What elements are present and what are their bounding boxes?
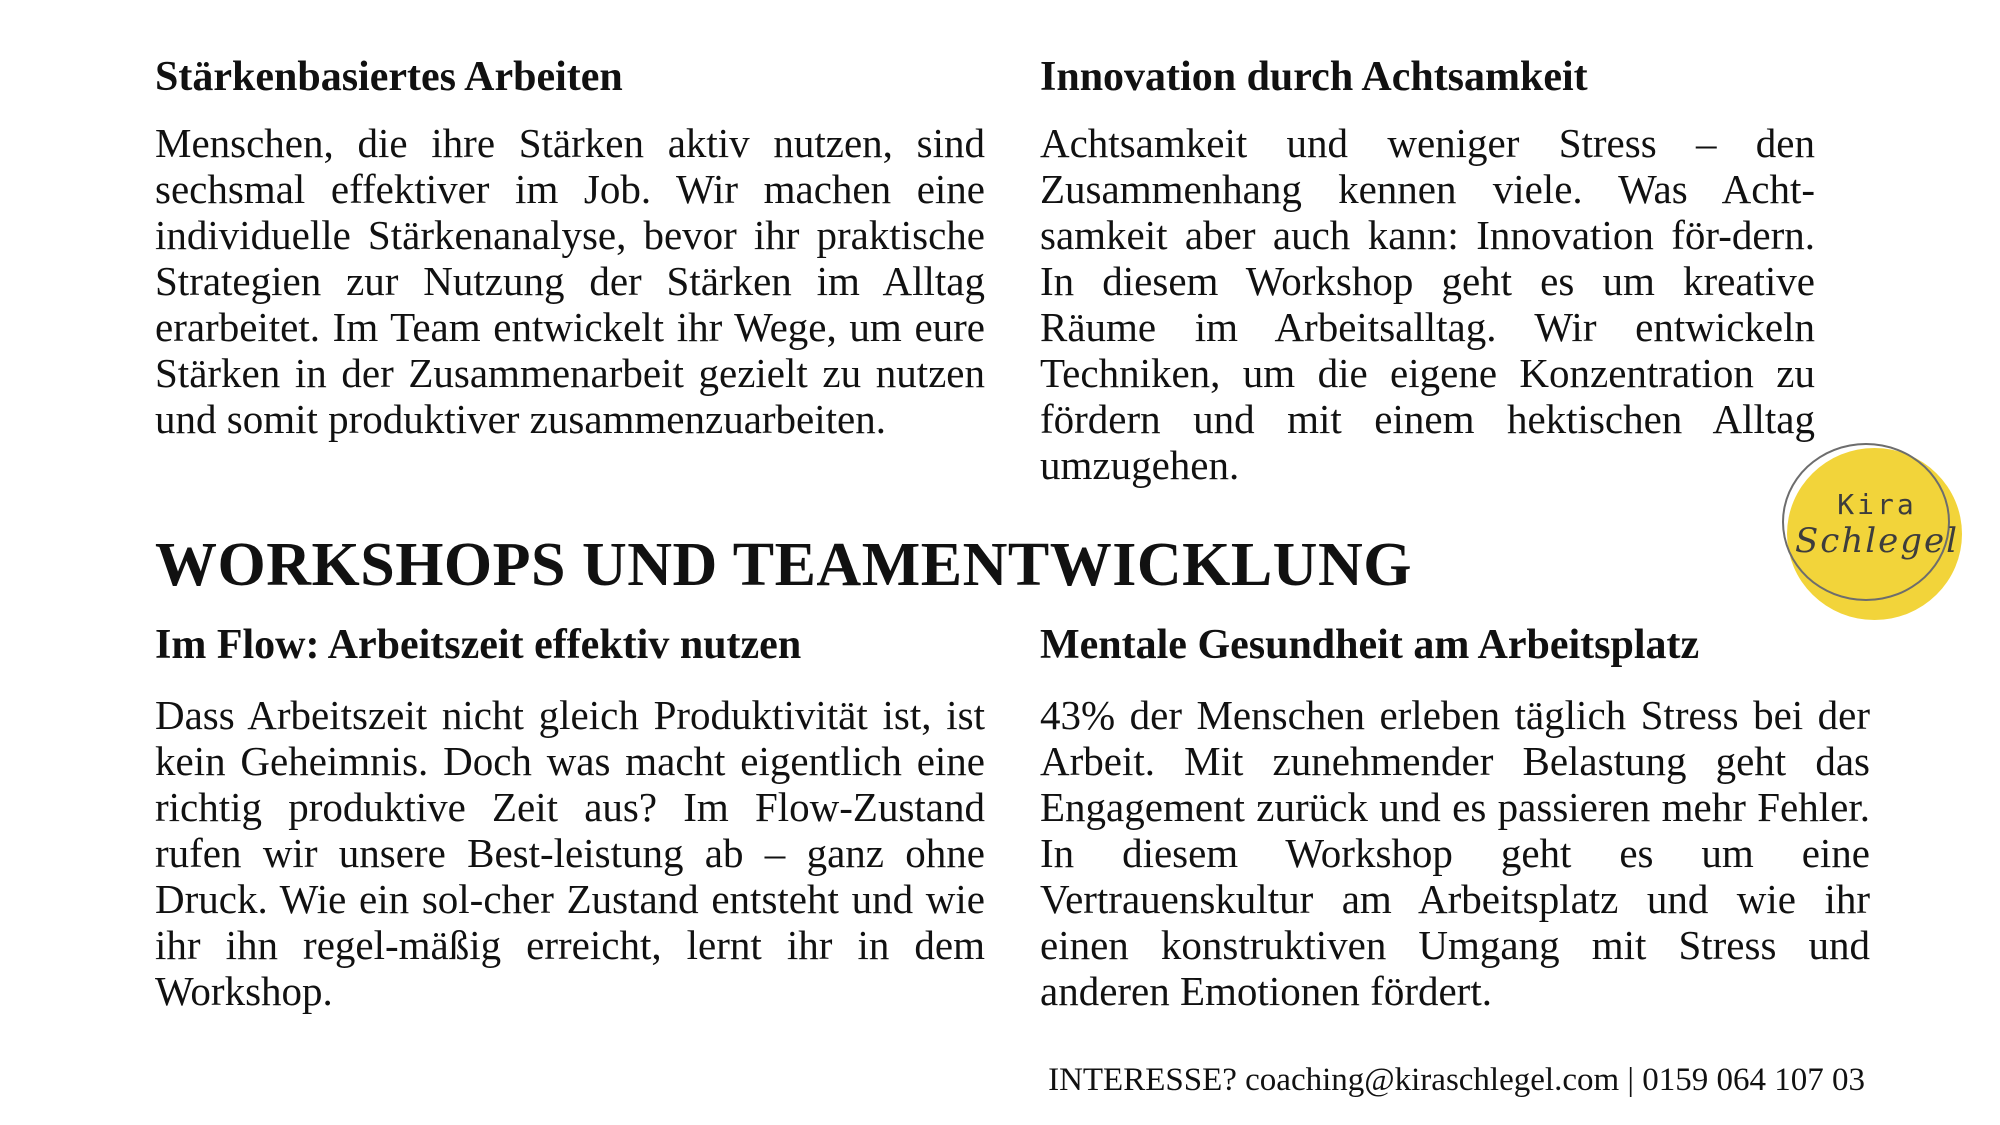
section-heading: WORKSHOPS UND TEAMENTWICKLUNG xyxy=(155,531,1412,599)
kira-schlegel-logo xyxy=(1782,443,1972,623)
workshop-block-mentale-gesundheit xyxy=(1040,620,1870,1014)
workshop-title: Mentale Gesundheit am Arbeitsplatz xyxy=(1040,622,1700,668)
workshop-description: Dass Arbeitszeit nicht gleich Produktivität ist, ist kein Geheimnis. Doch was macht eigentlich eine richtig produktive Zeit aus? Im Flow-Zustand rufen wir unsere Best-leistung ab – ganz ohne Druck. Wie ein sol-cher Zustand entsteht und wie ihr ihn regel-mäßig erreicht, lernt ihr in dem Workshop. xyxy=(155,692,985,1014)
workshop-description: Achtsamkeit und weniger Stress – den Zusammenhang kennen viele. Was Acht-samkeit aber auch kann: Innovation för-dern. In diesem Workshop geht es um kreative Räume im Arbeitsalltag. Wir entwickeln Techniken, um die eigene Konzentration zu fördern und mit einem hektischen Alltag umzugehen. xyxy=(1040,120,1815,488)
logo-last-name: Schlegel xyxy=(1795,521,1959,561)
workshop-title: Stärkenbasiertes Arbeiten xyxy=(155,54,623,100)
workshop-description: 43% der Menschen erleben täglich Stress bei der Arbeit. Mit zunehmender Belastung geht das Engagement zurück und es passieren mehr Fehler. In diesem Workshop geht es um eine Vertrauenskultur am Arbeitsplatz und wie ihr einen konstruktiven Umgang mit Stress und anderen Emotionen fördert. xyxy=(1040,692,1870,1014)
workshop-title: Im Flow: Arbeitszeit effektiv nutzen xyxy=(155,622,802,668)
workshop-title: Innovation durch Achtsamkeit xyxy=(1040,54,1588,100)
contact-line: INTERESSE? coaching@kiraschlegel.com | 0159 064 107 03 xyxy=(1048,1062,1865,1098)
workshop-description: Menschen, die ihre Stärken aktiv nutzen, sind sechsmal effektiver im Job. Wir machen eine individuelle Stärkenanalyse, bevor ihr praktische Strategien zur Nutzung der Stärken im Alltag erarbeitet. Im Team entwickelt ihr Wege, um eure Stärken in der Zusammenarbeit gezielt zu nutzen und somit produktiver zusammenzuarbeiten. xyxy=(155,120,985,442)
workshop-block-achtsamkeit xyxy=(1040,52,1815,488)
workshop-block-flow xyxy=(155,620,985,1014)
logo-first-name: Kira xyxy=(1837,488,1917,521)
workshop-block-staerken xyxy=(155,52,985,442)
